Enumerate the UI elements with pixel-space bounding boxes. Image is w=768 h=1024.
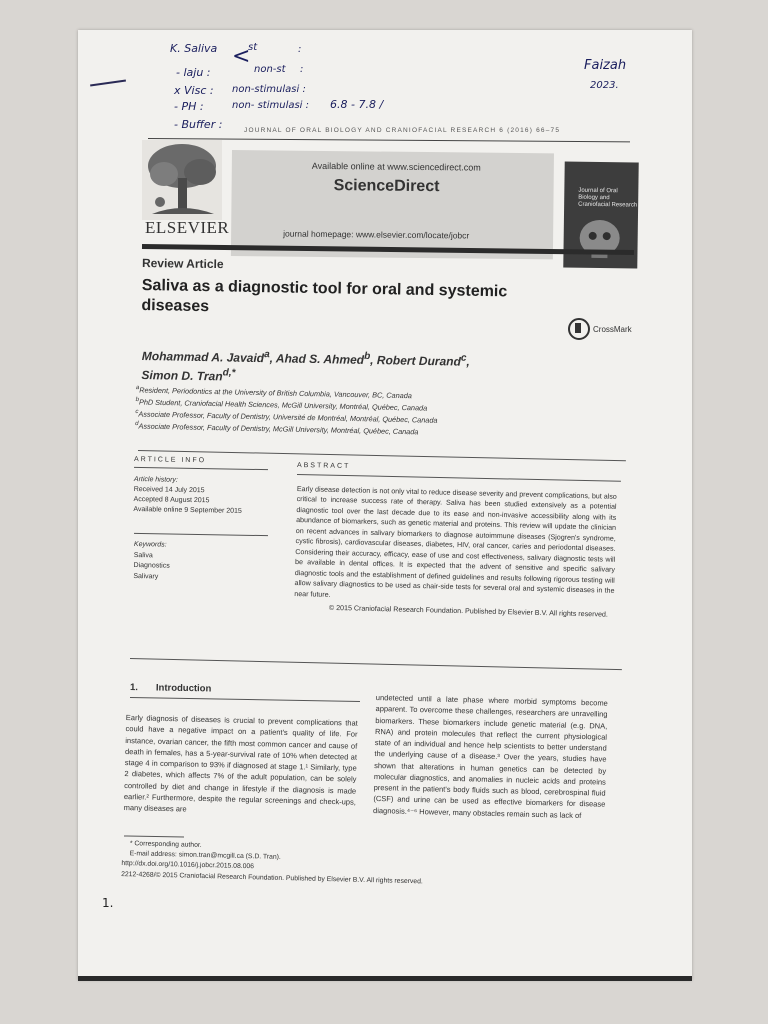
handwriting-line5-label: - Buffer : [174,118,223,131]
author-name: Mohammad A. Javaid [141,348,265,366]
author-name: Ahad S. Ahmed [275,351,365,367]
handwriting-colon: : [300,64,304,75]
affiliations [135,384,472,439]
handwriting-line4-label: - PH : [174,100,204,113]
abstract-text [294,484,617,621]
article-info-heading: ARTICLE INFO [133,456,207,465]
keyword: Diagnostics [133,561,170,570]
affiliation-sup: b [135,395,140,404]
affiliation-text: PhD Student, Craniofacial Health Sciences, McGill University, Montréal, Québec, Canada [138,397,428,413]
footnote-corresponding: * Corresponding author. [129,840,202,849]
affiliation-text: Associate Professor, Faculty of Dentistry, McGill University, Montréal, Québec, Canada [138,421,419,437]
affiliation-text: Resident, Periodontics at the University of British Columbia, Vancouver, BC, Canada [139,385,412,401]
affiliation-sup: c [135,407,139,416]
handwriting-line1-label: K. Saliva [170,42,218,55]
handwriting-ph-range: 6.8 - 7.8 / [330,98,384,111]
article-history [133,475,274,518]
affiliation-text: Associate Professor, Faculty of Dentistry, Université de Montréal, Montréal, Québec, Canada [138,409,438,425]
footnote-issn: 2212-4268/© 2015 Craniofacial Research Foundation. Published by Elsevier B.V. All rights reserved. [121,870,423,885]
affiliation-sup: a [135,384,140,392]
crossmark-badge[interactable] [568,318,632,340]
abstract-heading: ABSTRACT [296,462,351,470]
handwriting-branch-bottom: non-st [254,64,286,75]
available-online-text: Available online at www.sciencedirect.com [311,160,481,173]
journal-cover-title: Journal of Oral Biology and Craniofacial Research [578,187,638,209]
tree-logo-icon [142,140,222,220]
journal-running-header: JOURNAL OF ORAL BIOLOGY AND CRANIOFACIAL RESEARCH 6 (2016) 66–75 [244,127,561,134]
accepted-date: Accepted 8 August 2015 [133,496,210,505]
received-date: Received 14 July 2015 [133,486,205,495]
abstract-body: Early disease detection is not only vital to reduce disease severity and prevent complications, but also critical to increase success rate of therapy. Saliva has been studied extensively as a potential diagnostic tool over the last decade due to its ease and non-invasive accessibility along with its abundance of biomarkers, such as genetic material and proteins. This review will update the clinician on recent advances in salivary biomarkers to diagnose autoimmune diseases (Sjogren's syndrome, cystic fibrosis), cardiovascular diseases, diabetes, HIV, oral cancer, caries and periodontal diseases. Considering their accuracy, efficacy, ease of use and cost effectiveness, salivary diagnostic tests will be available in dental offices. It is expected that the advent of sensitive and specific salivary diagnostic tools and the establishment of defined guidelines and results following rigorous testing will allow salivary diagnostics to be used as chair-side tests for several oral and systemic diseases in the near future. [294,484,617,599]
handwriting-line4-value: non- stimulasi : [232,100,310,111]
handwriting-brace: < [232,44,251,69]
handwriting-branch-top: st [248,42,258,53]
footnote-doi[interactable]: http://dx.doi.org/10.1016/j.jobcr.2015.08.006 [121,860,255,871]
author-sup: c [460,352,467,364]
history-label: Article history: [133,475,178,484]
handwriting-colon: : [298,44,302,55]
skull-icon [569,216,630,267]
handwriting-name: Faizah [584,58,627,73]
handwriting-year: 2023. [590,80,619,91]
sciencedirect-logo: ScienceDirect [333,177,440,196]
sciencedirect-banner [231,150,554,259]
section-title: Introduction [155,682,212,695]
footnote-email: E-mail address: simon.tran@mcgill.ca (S.D. Tran). [129,850,281,862]
handwriting-page-number: 1. [102,896,114,910]
handwriting-line3-value: non-stimulasi : [232,84,306,95]
elsevier-wordmark: ELSEVIER [145,218,230,237]
journal-homepage-text: journal homepage: www.elsevier.com/locate/jobcr [283,228,470,241]
intro-right-column: undetected until a late phase where morbid symptoms become apparent. To overcome these challenges, researchers are unravelling biomarkers. These biomarkers include genetic material (e.g. DNA, RNA) and protein molecules that reflect the current physiological state of an individual and hence help scientists to better understand the underlying cause of a disease.³ Over the years, studies have shown that alterations in human genetics can be detected by molecular diagnostics, and anomalies in nucleic acids and proteins present in the patient's body fluids such as blood, cerebrospinal fluid (CSF) and urine can be used as effective biomarkers for disease diagnosis.⁴⁻⁶ However, many obstacles remain such as lack of [373,692,608,820]
abstract-copyright: © 2015 Craniofacial Research Foundation. Published by Elsevier B.V. All rights reserved. [328,604,608,619]
crossmark-icon [568,318,590,340]
author-sup: a [264,349,270,361]
page-bottom-edge [78,976,692,981]
intro-left-column: Early diagnosis of diseases is crucial to prevent complications that could have a negative impact on a patient's quality of life. For instance, ovarian cancer, the fifth most common cancer and cause of death in females, has a 5-year-survival rate of 10% when detected at stage 4 in comparison to 93% if diagnosed at stage 1.¹ Similarly, type 2 diabetes, which affects 7% of the adult population, can be solely controlled by diet and change in lifestyle if the diagnosis is made earlier.² Furthermore, despite the regular screenings and check-ups, many diseases are [123,712,358,814]
article-type: Review Article [141,256,224,272]
author-name: Robert Durand [376,353,461,369]
keyword: Salivary [133,572,159,580]
author-list: Mohammad A. Javaid$^a$, Ahad S. Ahmed$^b$, Robert Durand$^c$, Simon D. Tran$^{d,*}$ [141,348,470,384]
section-number: 1. [129,682,139,694]
keywords-label: Keywords: [133,540,167,549]
author-name: Simon D. Tran [141,367,223,384]
handwriting-line2-label: - laju : [176,66,211,79]
author-sup: b [364,350,371,362]
section-heading [130,682,212,694]
handwriting-line3-label: x Visc : [174,84,214,97]
available-date: Available online 9 September 2015 [133,506,242,516]
affiliation-sup: d [135,419,139,428]
keyword: Saliva [133,551,153,559]
article-title: Saliva as a diagnostic tool for oral and systemic diseases [141,276,508,316]
crossmark-label: CrossMark [593,324,632,334]
author-sup: d,* [222,367,236,379]
keywords [133,540,274,584]
